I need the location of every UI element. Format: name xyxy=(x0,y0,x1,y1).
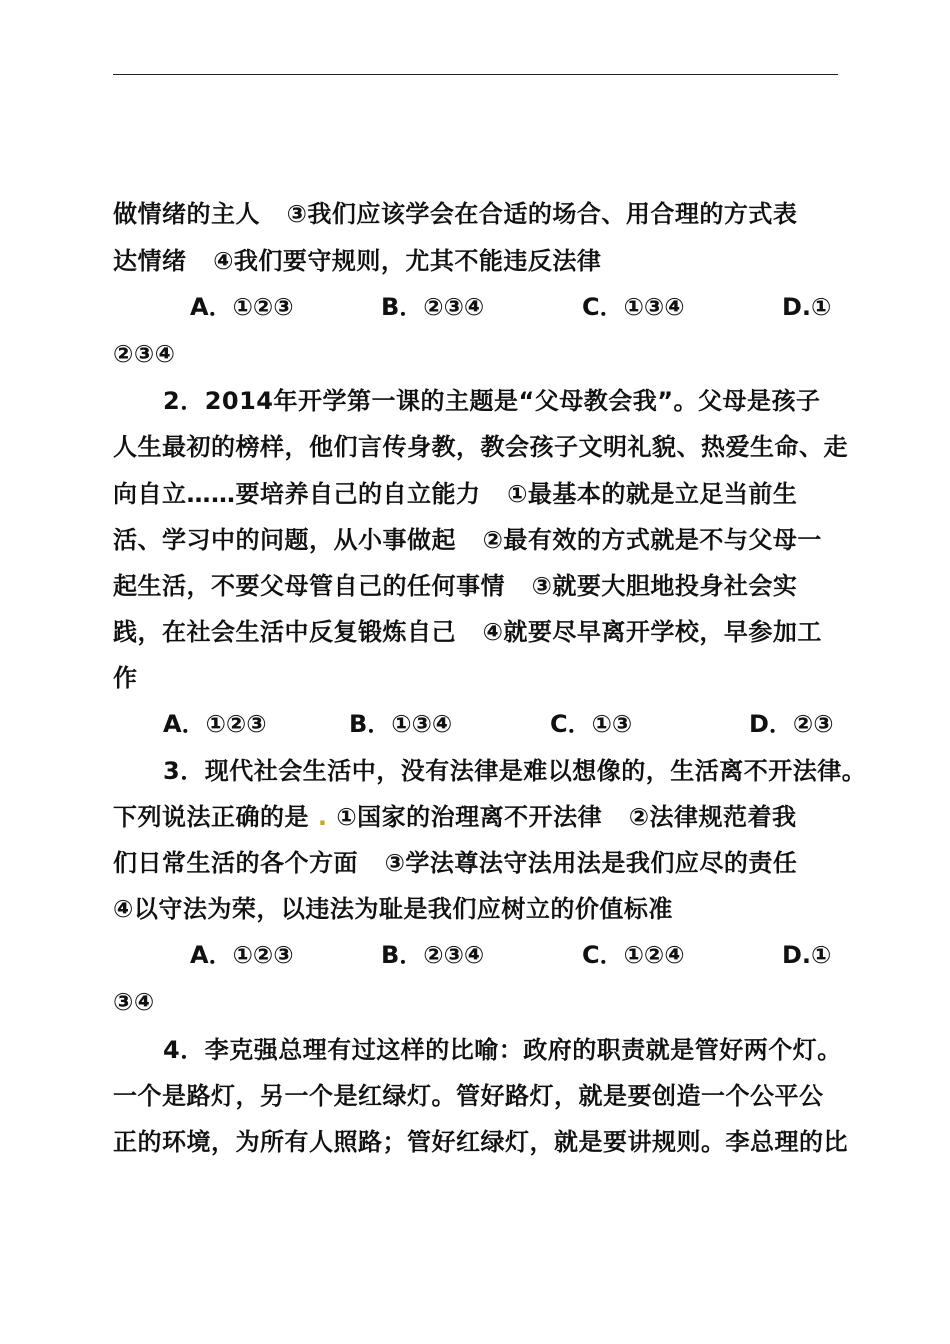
q2-text-line-3: 向自立……要培养自己的自立能力 ①最基本的就是立足当前生 xyxy=(113,480,798,508)
q3-text-line-3: 们日常生活的各个方面 ③学法尊法守法用法是我们应尽的责任 xyxy=(113,849,798,877)
q2-text-line-2: 人生最初的榜样，他们言传身教，教会孩子文明礼貌、热爱生命、走 xyxy=(113,433,848,461)
q3-text-line-1: 3．现代社会生活中，没有法律是难以想像的，生活离不开法律。 xyxy=(163,757,867,785)
q1-option-d: D.① xyxy=(782,293,832,321)
q1-option-d-continued: ②③④ xyxy=(113,340,176,368)
q1-text-line-2: 达情绪 ④我们要守规则，尤其不能违反法律 xyxy=(113,247,602,275)
q2-option-c: C．①③ xyxy=(550,710,633,738)
q1-text-line-1: 做情绪的主人 ③我们应该学会在合适的场合、用合理的方式表 xyxy=(113,200,798,228)
q2-option-d: D．②③ xyxy=(749,710,834,738)
q2-option-a: A．①②③ xyxy=(163,710,267,738)
q3-text-line-2 xyxy=(113,802,838,832)
q4-text-line-3: 正的环境，为所有人照路；管好红绿灯，就是要讲规则。李总理的比 xyxy=(113,1128,848,1156)
q2-text-line-4: 活、学习中的问题，从小事做起 ②最有效的方式就是不与父母一 xyxy=(113,526,822,554)
q4-text-line-2: 一个是路灯，另一个是红绿灯。管好路灯，就是要创造一个公平公 xyxy=(113,1082,824,1110)
q3-option-d-continued: ③④ xyxy=(113,988,155,1016)
q3-option-a: A．①②③ xyxy=(190,941,294,969)
q3-option-d: D.① xyxy=(782,941,832,969)
q4-text-line-1: 4．李克强总理有过这样的比喻：政府的职责就是管好两个灯。 xyxy=(163,1036,842,1064)
q3-stray-mark: . xyxy=(317,803,328,831)
q3-option-b: B．②③④ xyxy=(381,941,485,969)
q2-text-line-5: 起生活，不要父母管自己的任何事情 ③就要大胆地投身社会实 xyxy=(113,572,798,600)
q3-text-line-4: ④以守法为荣，以违法为耻是我们应树立的价值标准 xyxy=(113,895,673,923)
q2-text-line-7: 作 xyxy=(113,664,138,692)
q2-text-line-6: 践，在社会生活中反复锻炼自己 ④就要尽早离开学校，早参加工 xyxy=(113,618,822,646)
q2-text-line-1: 2．2014年开学第一课的主题是“父母教会我”。父母是孩子 xyxy=(163,387,821,415)
q3-text-line-2-end: ①国家的治理离不开法律 ②法律规范着我 xyxy=(327,803,797,831)
q1-option-a: A．①②③ xyxy=(190,293,294,321)
q3-option-c: C．①②④ xyxy=(582,941,685,969)
q3-text-line-2-start: 下列说法正确的是 xyxy=(113,803,318,831)
header-rule xyxy=(113,74,838,75)
q1-option-b: B．②③④ xyxy=(381,293,485,321)
q2-option-b: B．①③④ xyxy=(349,710,453,738)
q1-option-c: C．①③④ xyxy=(582,293,685,321)
